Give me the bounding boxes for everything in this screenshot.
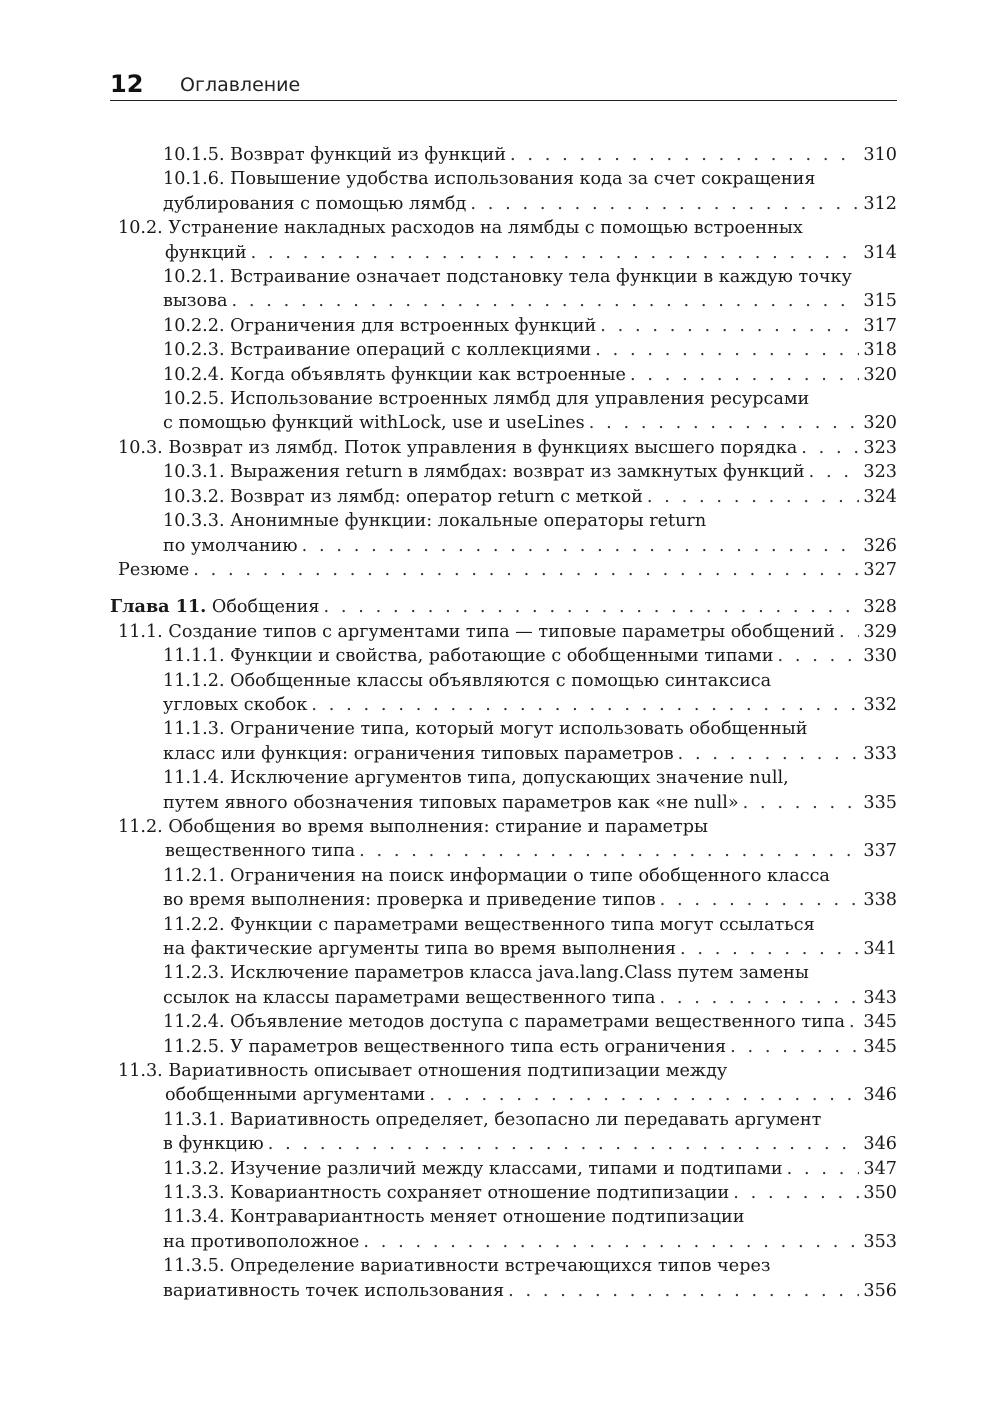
toc-entry-number: 10.2.3.	[163, 340, 225, 361]
toc-page-number: 317	[863, 315, 897, 336]
toc-entry-title: Вариативность описывает отношения подтипизации между	[168, 1061, 728, 1082]
toc-page-number: 315	[863, 291, 897, 312]
dot-leader	[470, 192, 859, 216]
toc-entry-title: Функции с параметрами вещественного типа могут ссылаться	[230, 914, 815, 935]
toc-entry-title: Изучение различий между классами, типами и подтипами	[230, 1158, 783, 1179]
toc-entry-title: на противоположное	[163, 1231, 360, 1252]
toc-entry[interactable]	[110, 387, 897, 436]
dot-leader	[743, 791, 860, 815]
dot-leader	[809, 460, 860, 484]
dot-leader	[730, 1035, 859, 1059]
toc-page-number: 327	[863, 559, 897, 580]
toc-entry[interactable]	[110, 1181, 897, 1205]
dot-leader	[508, 1279, 859, 1303]
toc-page-number: 337	[863, 841, 897, 862]
toc-entry-number: 11.1.4.	[163, 768, 225, 789]
toc-entry-title: Устранение накладных расходов на лямбды с помощью встроенных	[168, 218, 803, 239]
toc-entry-number: 10.1.6.	[163, 169, 225, 190]
toc-entry[interactable]	[110, 167, 897, 216]
toc-entry-title: Использование встроенных лямбд для управления ресурсами	[230, 389, 810, 410]
dot-leader	[660, 986, 860, 1010]
dot-leader	[678, 742, 860, 766]
toc-entry[interactable]	[110, 1205, 897, 1254]
toc-entry-title: Создание типов с аргументами типа — типовые параметры обобщений	[168, 621, 836, 642]
toc-entry-number: 11.2.	[118, 816, 163, 837]
toc-entry[interactable]	[110, 143, 897, 167]
toc-entry-title: ссылок на классы параметрами вещественного типа	[163, 987, 656, 1008]
toc-entry-number: 11.1.1.	[163, 646, 225, 667]
dot-leader	[251, 241, 860, 265]
toc-page-number: 356	[863, 1280, 897, 1301]
toc-page-number: 332	[863, 694, 897, 715]
dot-leader	[733, 1181, 859, 1205]
toc-entry-number: 10.1.5.	[163, 145, 225, 165]
dot-leader	[600, 314, 859, 338]
dot-leader	[510, 143, 859, 167]
toc-entry-number: Глава 11.	[110, 596, 207, 618]
toc-entry[interactable]	[110, 1108, 897, 1157]
running-title: Оглавление	[180, 74, 301, 96]
toc-entry[interactable]	[110, 1157, 897, 1181]
toc-entry[interactable]	[110, 815, 897, 864]
toc-entry-title: вещественного типа	[165, 841, 356, 862]
toc-entry-number: 10.2.2.	[163, 315, 225, 336]
toc-entry[interactable]	[110, 558, 897, 582]
toc-entry-title: класс или функция: ограничения типовых параметров	[163, 743, 674, 764]
toc-entry-number: 10.2.4.	[163, 364, 225, 385]
toc-entry-title: Ковариантность сохраняет отношение подтипизации	[230, 1183, 730, 1204]
dot-leader	[849, 1010, 859, 1034]
dot-leader	[232, 289, 860, 313]
toc-entry-title: Ограничения на поиск информации о типе обобщенного класса	[230, 865, 830, 886]
toc-entry-title: Исключение аргументов типа, допускающих значение null,	[230, 768, 789, 789]
dot-leader	[660, 888, 860, 912]
toc-entry-number: 11.3.4.	[163, 1207, 225, 1228]
toc-entry-title: Исключение параметров класса java.lang.Class путем замены	[230, 963, 809, 984]
toc-page-number: 324	[863, 486, 897, 507]
toc-entry-title: Ограничения для встроенных функций	[230, 315, 597, 336]
dot-leader	[589, 411, 860, 435]
toc-entry-number: 10.2.1.	[163, 267, 225, 288]
toc-entry-title: Обобщения во время выполнения: стирание и параметры	[168, 816, 709, 837]
toc-page-number: 346	[863, 1085, 897, 1106]
toc-entry[interactable]	[110, 717, 897, 766]
toc-entry-number: 11.3.5.	[163, 1256, 225, 1277]
toc-entry-title: Контравариантность меняет отношение подтипизации	[230, 1207, 745, 1228]
toc-entry[interactable]	[110, 265, 897, 314]
toc-entry-title: Повышение удобства использования кода за счет сокращения	[230, 169, 816, 190]
dot-leader	[680, 937, 859, 961]
toc-entry-title: Выражения return в лямбдах: возврат из замкнутых функций	[230, 462, 805, 483]
toc-entry-title: Анонимные функции: локальные операторы return	[230, 511, 707, 532]
toc-page-number: 323	[863, 437, 897, 458]
toc-entry-title: с помощью функций withLock, use и useLines	[163, 413, 585, 434]
dot-leader	[363, 1230, 859, 1254]
toc-page-number: 353	[863, 1231, 897, 1252]
toc-entry[interactable]	[110, 314, 897, 338]
page-number: 12	[110, 70, 144, 98]
toc-entry-title: на фактические аргументы типа во время выполнения	[163, 939, 677, 959]
toc-entry-title: Встраивание означает подстановку тела функции в каждую точку	[230, 267, 852, 288]
dot-leader	[268, 1132, 860, 1156]
dot-leader	[801, 436, 859, 460]
toc-entry-title: во время выполнения: проверка и приведение типов	[163, 890, 656, 911]
toc-entry-title: Возврат из лямбд. Поток управления в функциях высшего порядка	[168, 437, 798, 458]
toc-entry-number: 10.3.	[118, 437, 163, 458]
dot-leader	[647, 485, 860, 509]
toc-entry[interactable]	[110, 644, 897, 668]
toc-entry-number: 10.2.	[118, 218, 163, 239]
toc-page-number: 329	[863, 621, 897, 642]
toc-page-number: 338	[863, 890, 897, 911]
toc-page-number: 320	[863, 364, 897, 385]
toc-entry-title: У параметров вещественного типа есть ограничения	[230, 1036, 727, 1057]
toc-page-number: 335	[863, 792, 897, 813]
toc-page-number: 328	[863, 597, 897, 618]
table-of-contents	[110, 143, 897, 1303]
toc-page-number: 320	[863, 413, 897, 434]
toc-entry[interactable]	[110, 595, 897, 619]
toc-entry[interactable]	[110, 1010, 897, 1034]
dot-leader	[311, 693, 859, 717]
toc-entry-title: Встраивание операций с коллекциями	[230, 340, 592, 361]
toc-page-number: 326	[863, 535, 897, 556]
toc-entry-title: Ограничение типа, который могут использовать обобщенный	[230, 719, 808, 740]
dot-leader	[429, 1083, 859, 1107]
toc-page-number: 323	[863, 462, 897, 483]
toc-entry[interactable]	[110, 216, 897, 265]
toc-entry-number: 11.3.1.	[163, 1109, 225, 1130]
toc-page-number: 345	[863, 1012, 897, 1033]
toc-page-number: 350	[863, 1183, 897, 1204]
dot-leader	[839, 620, 859, 644]
page-header	[110, 66, 897, 101]
toc-entry-number: 11.3.3.	[163, 1183, 225, 1204]
toc-page-number: 343	[863, 987, 897, 1008]
toc-page-number: 346	[863, 1134, 897, 1155]
toc-entry[interactable]	[110, 961, 897, 1010]
toc-entry-number: 10.3.2.	[163, 486, 225, 507]
toc-page-number: 333	[863, 743, 897, 764]
toc-page-number: 312	[863, 193, 897, 214]
toc-entry[interactable]	[110, 864, 897, 913]
toc-entry[interactable]	[110, 913, 897, 962]
toc-page-number: 314	[863, 242, 897, 263]
toc-entry[interactable]	[110, 460, 897, 484]
toc-entry-title: Определение вариативности встречающихся типов через	[230, 1256, 771, 1277]
toc-page-number: 318	[863, 340, 897, 361]
dot-leader	[323, 595, 859, 619]
toc-entry-title: дублирования с помощью лямбд	[163, 193, 467, 214]
toc-entry-title: Возврат из лямбд: оператор return с меткой	[230, 486, 643, 507]
toc-page-number: 341	[863, 939, 897, 959]
toc-entry[interactable]	[110, 363, 897, 387]
toc-entry-title: Возврат функций из функций	[230, 145, 506, 165]
toc-entry-number: 10.3.3.	[163, 511, 225, 532]
toc-entry-title: Объявление методов доступа с параметрами вещественного типа	[230, 1012, 846, 1033]
dot-leader	[787, 1157, 860, 1181]
toc-entry-title: вызова	[163, 291, 228, 312]
toc-entry-number: 10.3.1.	[163, 462, 225, 483]
dot-leader	[630, 363, 859, 387]
toc-entry-number: 11.3.2.	[163, 1158, 225, 1179]
toc-page-number: 330	[863, 646, 897, 667]
toc-entry-title: угловых скобок	[163, 694, 308, 715]
toc-page-number: 347	[863, 1158, 897, 1179]
toc-entry[interactable]	[110, 1254, 897, 1303]
toc-entry-title: Резюме	[118, 559, 190, 580]
toc-entry[interactable]	[110, 766, 897, 815]
toc-entry-title: вариативность точек использования	[163, 1280, 505, 1301]
toc-entry[interactable]	[110, 620, 897, 644]
toc-entry[interactable]	[110, 669, 897, 718]
toc-entry-title: функций	[165, 242, 247, 263]
toc-entry-number: 11.1.3.	[163, 719, 225, 740]
toc-entry-number: 11.2.5.	[163, 1036, 225, 1057]
dot-leader	[595, 338, 859, 362]
toc-entry-title: Функции и свойства, работающие с обобщенными типами	[230, 646, 774, 667]
dot-leader	[193, 558, 859, 582]
toc-entry-title: Когда объявлять функции как встроенные	[230, 364, 626, 385]
toc-entry-title: Обобщенные классы объявляются с помощью синтаксиса	[230, 670, 772, 691]
toc-entry[interactable]	[110, 1035, 897, 1059]
dot-leader	[777, 644, 859, 668]
dot-leader	[302, 534, 860, 558]
toc-entry-number: 11.2.1.	[163, 865, 225, 886]
toc-entry-title: путем явного обозначения типовых параметров как «не null»	[163, 792, 739, 813]
toc-entry[interactable]	[110, 436, 897, 460]
toc-entry[interactable]	[110, 485, 897, 509]
toc-entry-number: 11.2.2.	[163, 914, 225, 935]
toc-entry-number: 11.1.	[118, 621, 163, 642]
toc-entry-number: 11.3.	[118, 1061, 163, 1082]
toc-entry[interactable]	[110, 1059, 897, 1108]
toc-entry-number: 11.2.3.	[163, 963, 225, 984]
toc-entry-title: по умолчанию	[163, 535, 298, 556]
toc-entry-number: 11.2.4.	[163, 1012, 225, 1033]
toc-page-number: 310	[863, 145, 897, 165]
toc-entry-number: 11.1.2.	[163, 670, 225, 691]
toc-entry-title: обобщенными аргументами	[165, 1085, 426, 1106]
dot-leader	[359, 839, 859, 863]
toc-entry-title: Обобщения	[211, 597, 320, 618]
toc-entry[interactable]	[110, 338, 897, 362]
toc-entry-number: 10.2.5.	[163, 389, 225, 410]
toc-entry-title: в функцию	[163, 1134, 264, 1155]
toc-entry[interactable]	[110, 509, 897, 558]
toc-page-number: 345	[863, 1036, 897, 1057]
toc-entry-title: Вариативность определяет, безопасно ли передавать аргумент	[230, 1109, 822, 1130]
